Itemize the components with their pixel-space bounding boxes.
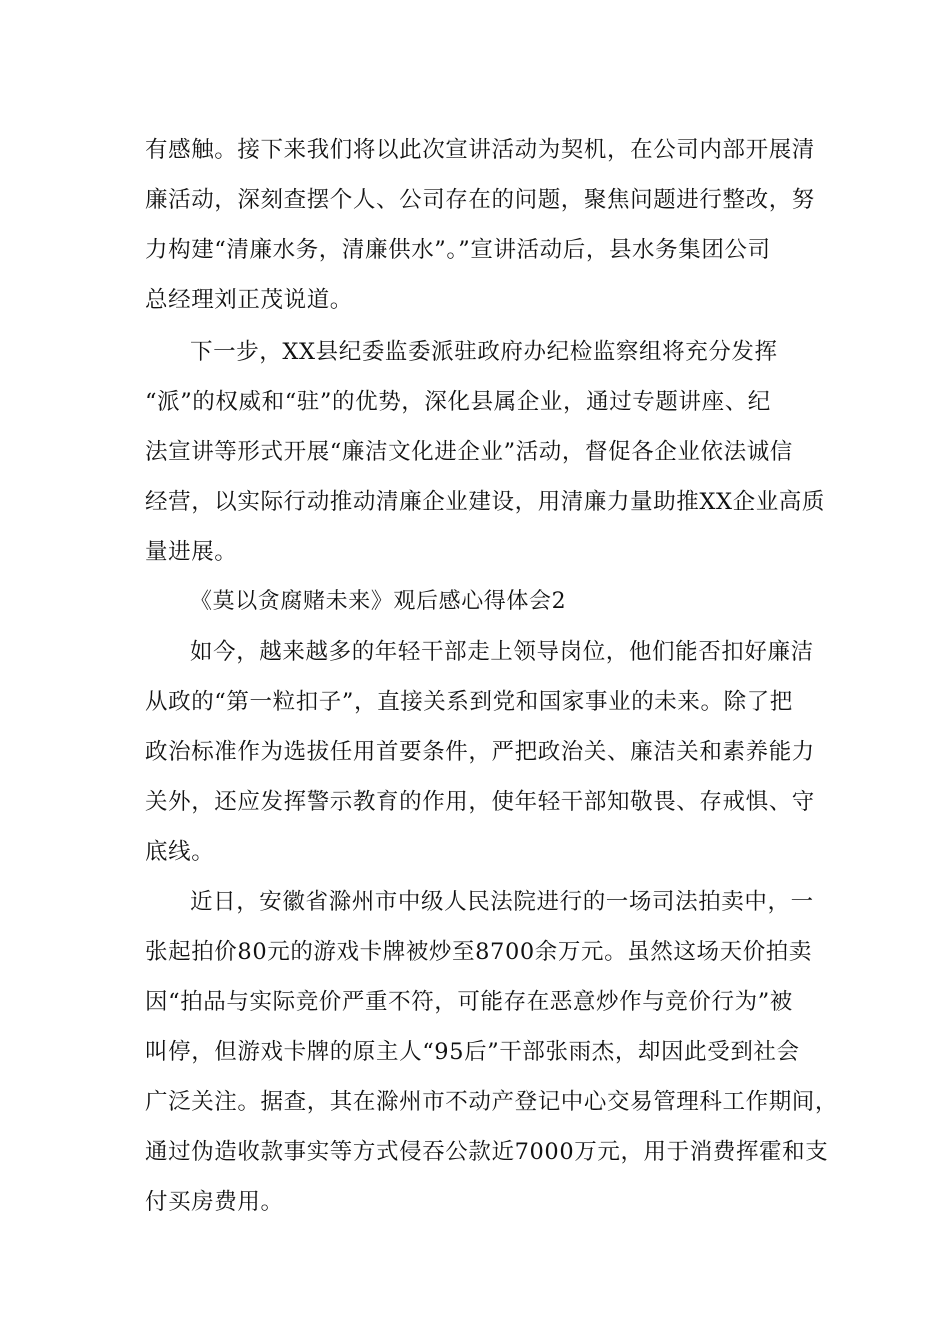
paragraph-line: 下一步，XX县纪委监委派驻政府办纪检监察组将充分发挥 [190, 339, 778, 365]
paragraph-line: 张起拍价80元的游戏卡牌被炒至8700余万元。虽然这场天价拍卖 [145, 939, 812, 965]
paragraph-line: 底线。 [145, 839, 215, 865]
paragraph-line: 叫停，但游戏卡牌的原主人“95后”干部张雨杰，却因此受到社会 [145, 1039, 800, 1065]
paragraph-line: 廉活动，深刻查摆个人、公司存在的问题，聚焦问题进行整改，努 [145, 187, 815, 213]
paragraph-line: 总经理刘正茂说道。 [145, 287, 353, 313]
paragraph-line: 力构建“清廉水务，清廉供水”。”宣讲活动后，县水务集团公司 [145, 237, 771, 263]
paragraph-line: 量进展。 [145, 539, 238, 565]
paragraph-line: 有感触。接下来我们将以此次宣讲活动为契机，在公司内部开展清 [145, 137, 815, 163]
paragraph-line: 关外，还应发挥警示教育的作用，使年轻干部知敬畏、存戒惧、守 [145, 789, 815, 815]
paragraph-line: 付买房费用。 [145, 1189, 284, 1215]
paragraph-line: 因“拍品与实际竞价严重不符，可能存在恶意炒作与竞价行为”被 [145, 989, 793, 1015]
paragraph-line: 经营，以实际行动推动清廉企业建设，用清廉力量助推XX企业高质 [145, 489, 826, 515]
section-heading: 《莫以贪腐赌未来》观后感心得体会2 [190, 589, 567, 614]
paragraph-line: “派”的权威和“驻”的优势，深化县属企业，通过专题讲座、纪 [145, 389, 771, 415]
paragraph-line: 政治标准作为选拔任用首要条件，严把政治关、廉洁关和素养能力 [145, 739, 815, 765]
paragraph-line: 法宣讲等形式开展“廉洁文化进企业”活动，督促各企业依法诚信 [145, 439, 793, 465]
paragraph-line: 如今，越来越多的年轻干部走上领导岗位，他们能否扣好廉洁 [190, 639, 814, 665]
paragraph-line: 通过伪造收款事实等方式侵吞公款近7000万元，用于消费挥霍和支 [145, 1139, 829, 1165]
paragraph-line: 从政的“第一粒扣子”，直接关系到党和国家事业的未来。除了把 [145, 689, 793, 715]
paragraph-line: 近日，安徽省滁州市中级人民法院进行的一场司法拍卖中，一 [190, 889, 814, 915]
paragraph-line: 广泛关注。据查，其在滁州市不动产登记中心交易管理科工作期间， [145, 1089, 839, 1115]
